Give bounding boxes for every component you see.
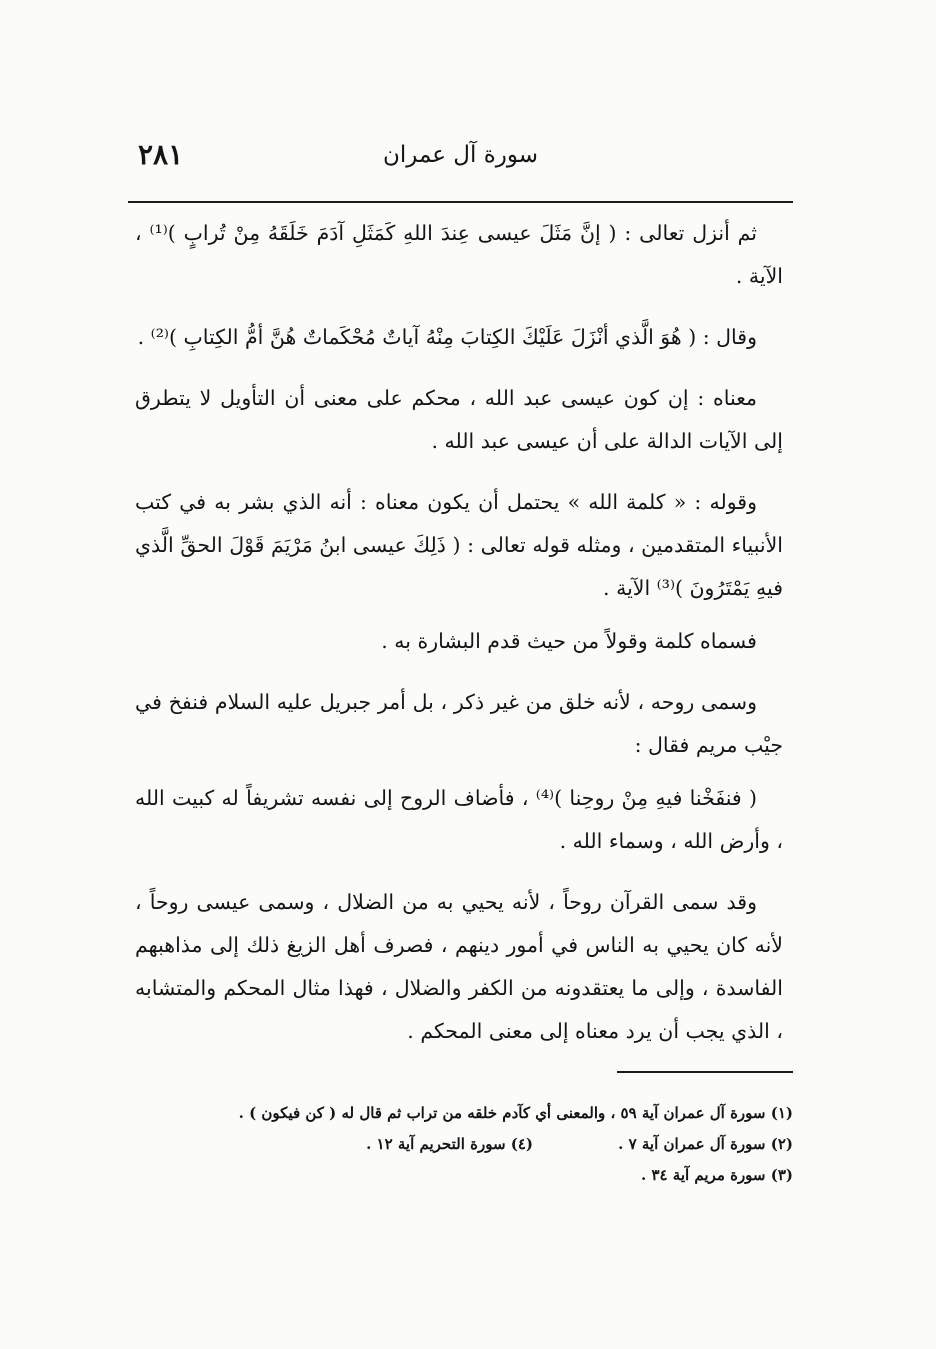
paragraph-1: ثم أنزل تعالى : ( إنَّ مَثَلَ عيسى عِندَ اللهِ كَمَثَلِ آدَمَ خَلَقَهُ مِنْ تُرابٍ )⁽¹⁾ ، الآية . [135,221,783,288]
paragraph-4: وقوله : « كلمة الله » يحتمل أن يكون معناه : أنه الذي بشر به في كتب الأنبياء المتقدمين ، ومثله قوله تعالى : ( ذَلِكَ عيسى ابنُ مَرْيَمَ قَوْلَ الحقِّ الَّذي فيهِ يَمْتَرُونَ )⁽³⁾ الآية . [135,490,783,600]
header-rule [128,201,793,203]
paragraph-6: وسمى روحه ، لأنه خلق من غير ذكر ، بل أمر جبريل عليه السلام فنفخ في جيْب مريم فقال : [135,690,783,757]
footnote-row-3 [128,1160,793,1191]
paragraph-7: ( فنفَخْنا فيهِ مِنْ روحِنا )⁽⁴⁾ ، فأضاف الروح إلى نفسه تشريفاً له كبيت الله ، وأرض الله ، وسماء الله . [135,786,783,853]
page-number: ٢٨١ [138,138,184,171]
footnote-row-2 [128,1129,793,1160]
page-header [128,128,793,188]
main-text [135,212,783,1071]
paragraph-3: معناه : إن كون عيسى عبد الله ، محكم على معنى أن التأويل لا يتطرق إلى الآيات الدالة على أن عيسى عبد الله . [135,386,783,453]
paragraph-5: فسماه كلمة وقولاً من حيث قدم البشارة به . [381,629,757,653]
paragraph-8: وقد سمى القرآن روحاً ، لأنه يحيي به من الضلال ، وسمى عيسى روحاً ، لأنه كان يحيي به الناس في أمور دينهم ، فصرف أهل الزيغ ذلك إلى مذاهبهم الفاسدة ، وإلى ما يعتقدونه من الكفر والضلال ، فهذا مثال المحكم والمتشابه ، الذي يجب أن يرد معناه إلى معنى المحكم . [135,890,783,1043]
footnote-2: (٢) سورة آل عمران آية ٧ . [618,1135,793,1153]
footnote-rule [617,1071,793,1073]
running-title: سورة آل عمران [382,142,539,168]
footnote-4: (٤) سورة التحريم آية ١٢ . [366,1135,533,1153]
footnote-1: (١) سورة آل عمران آية ٥٩ ، والمعنى أي كآدم خلقه من تراب ثم قال له ( كن فيكون ) . [238,1104,793,1122]
footnotes [128,1098,793,1191]
footnote-row-1 [128,1098,793,1129]
paragraph-2: وقال : ( هُوَ الَّذي أنْزَلَ عَلَيْكَ الكِتابَ مِنْهُ آياتٌ مُحْكَماتٌ هُنَّ أمُّ الكِتابِ )⁽²⁾ . [137,325,757,349]
footnote-3: (٣) سورة مريم آية ٣٤ . [640,1166,793,1184]
